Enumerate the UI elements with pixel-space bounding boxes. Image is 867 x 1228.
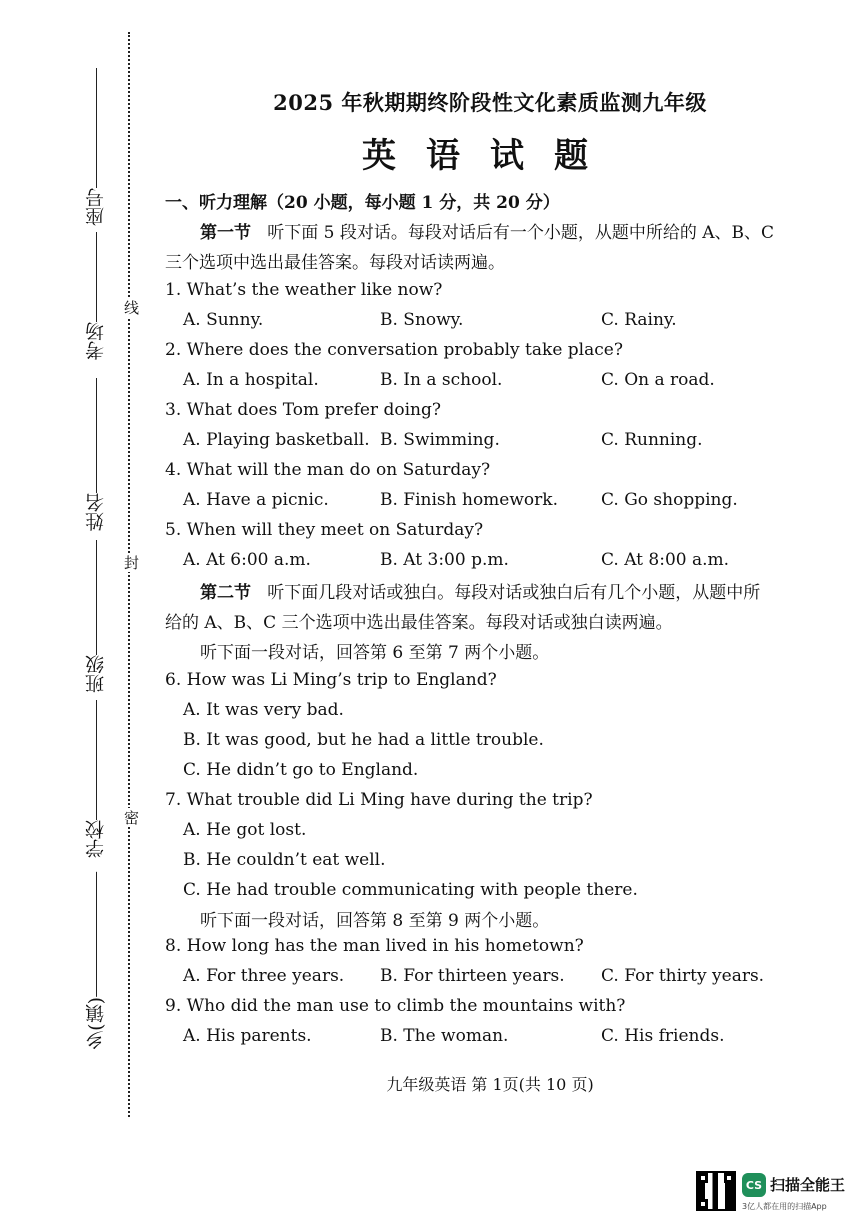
q3-option-a[interactable]: A. Playing basketball. <box>183 430 370 450</box>
section1-instruction-line1 <box>200 218 774 243</box>
question-2: 2. Where does the conversation probably take place? <box>165 340 623 360</box>
section1-instruction-text: 听下面 5 段对话。每段对话后有一个小题，从题中所给的 A、B、C <box>267 223 775 243</box>
name-field[interactable] <box>82 378 109 531</box>
section2-label: 第二节 <box>200 583 251 603</box>
camscanner-logo-icon: CS <box>742 1173 766 1197</box>
question-5: 5. When will they meet on Saturday? <box>165 520 484 540</box>
question-3: 3. What does Tom prefer doing? <box>165 400 441 420</box>
class-label: 班级 <box>85 655 107 693</box>
note-questions-6-7: 听下面一段对话，回答第 6 至第 7 两个小题。 <box>200 643 550 663</box>
question-4: 4. What will the man do on Saturday? <box>165 460 491 480</box>
binding-mark-line: 线 <box>122 300 140 315</box>
section1-label: 第一节 <box>200 223 251 243</box>
exam-room-label: 考场 <box>85 322 107 360</box>
seat-number-label: 座号 <box>85 188 107 226</box>
binding-mark-secret: 密 <box>122 810 140 825</box>
q9-option-b[interactable]: B. The woman. <box>380 1026 509 1046</box>
binding-mark-seal: 封 <box>122 555 140 570</box>
page-footer: 九年级英语 第 1页(共 10 页) <box>386 1075 594 1094</box>
question-7: 7. What trouble did Li Ming have during the trip? <box>165 790 593 810</box>
q8-option-c[interactable]: C. For thirty years. <box>601 966 765 986</box>
question-8: 8. How long has the man lived in his hometown? <box>165 936 584 956</box>
q3-option-b[interactable]: B. Swimming. <box>380 430 500 450</box>
qr-code-icon <box>696 1171 736 1211</box>
part1-heading: 一、听力理解（20 小题，每小题 1 分，共 20 分） <box>165 193 560 213</box>
township-label: 乡(镇) <box>85 997 107 1050</box>
school-label: 学校 <box>85 820 107 858</box>
question-1: 1. What’s the weather like now? <box>165 280 443 300</box>
school-field[interactable] <box>82 700 109 858</box>
section1-instruction-line2: 三个选项中选出最佳答案。每段对话读两遍。 <box>165 253 505 273</box>
q1-option-b[interactable]: B. Snowy. <box>380 310 464 330</box>
q6-option-c[interactable]: C. He didn’t go to England. <box>183 760 419 780</box>
section2-instruction-line1 <box>200 578 760 603</box>
q8-option-b[interactable]: B. For thirteen years. <box>380 966 565 986</box>
q1-option-a[interactable]: A. Sunny. <box>183 310 264 330</box>
q7-option-b[interactable]: B. He couldn’t eat well. <box>183 850 386 870</box>
exam-room-field[interactable] <box>82 232 109 360</box>
question-6: 6. How was Li Ming’s trip to England? <box>165 670 497 690</box>
section2-instruction-text: 听下面几段对话或独白。每段对话或独白后有几个小题，从题中所 <box>267 583 761 603</box>
exam-subtitle: 2025 年秋期期终阶段性文化素质监测九年级 <box>273 90 707 115</box>
q4-option-c[interactable]: C. Go shopping. <box>601 490 738 510</box>
q5-option-b[interactable]: B. At 3:00 p.m. <box>380 550 509 570</box>
scanner-app-tagline: 3亿人都在用的扫描App <box>742 1202 827 1211</box>
exam-title: 英语试题 <box>362 136 618 176</box>
q2-option-c[interactable]: C. On a road. <box>601 370 715 390</box>
q4-option-b[interactable]: B. Finish homework. <box>380 490 558 510</box>
q1-option-c[interactable]: C. Rainy. <box>601 310 677 330</box>
section2-instruction-line2: 给的 A、B、C 三个选项中选出最佳答案。每段对话或独白读两遍。 <box>165 613 673 633</box>
q3-option-c[interactable]: C. Running. <box>601 430 703 450</box>
q9-option-c[interactable]: C. His friends. <box>601 1026 725 1046</box>
q9-option-a[interactable]: A. His parents. <box>183 1026 312 1046</box>
name-label: 姓名 <box>85 493 107 531</box>
note-questions-8-9: 听下面一段对话，回答第 8 至第 9 两个小题。 <box>200 911 550 931</box>
q8-option-a[interactable]: A. For three years. <box>183 966 345 986</box>
class-field[interactable] <box>82 540 109 693</box>
q6-option-a[interactable]: A. It was very bad. <box>183 700 344 720</box>
q7-option-a[interactable]: A. He got lost. <box>183 820 307 840</box>
q5-option-c[interactable]: C. At 8:00 a.m. <box>601 550 730 570</box>
q2-option-b[interactable]: B. In a school. <box>380 370 503 390</box>
q6-option-b[interactable]: B. It was good, but he had a little trouble. <box>183 730 544 750</box>
q4-option-a[interactable]: A. Have a picnic. <box>183 490 329 510</box>
question-9: 9. Who did the man use to climb the mountains with? <box>165 996 626 1016</box>
q7-option-c[interactable]: C. He had trouble communicating with people there. <box>183 880 638 900</box>
binding-dotted-line <box>128 32 130 1117</box>
q2-option-a[interactable]: A. In a hospital. <box>183 370 319 390</box>
township-field[interactable] <box>82 872 109 1050</box>
seat-number-field[interactable] <box>82 68 109 226</box>
q5-option-a[interactable]: A. At 6:00 a.m. <box>183 550 311 570</box>
scanner-app-name: 扫描全能王 <box>770 1176 846 1194</box>
